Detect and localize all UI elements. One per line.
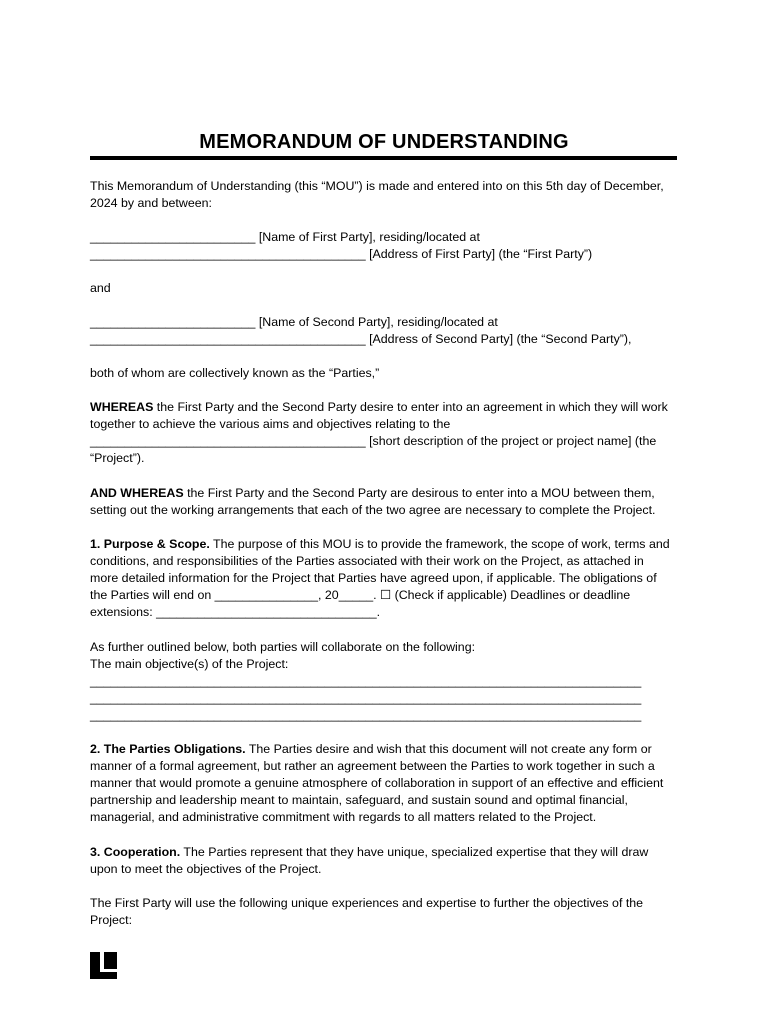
whereas-line: together to achieve the various aims and objectives relating to the [90,417,451,431]
title-divider [90,156,677,160]
section-heading: 1. Purpose & Scope. [90,537,210,551]
second-party-block [90,314,680,348]
intro-paragraph [90,178,680,212]
section-text: The Parties desire and wish that this document will not create any form or [245,742,652,756]
expertise-line: Project: [90,913,133,927]
objective-blank-line: ________________________________________________________________________________ [90,674,642,688]
whereas-line: “Project”). [90,451,145,465]
and-whereas-lead: AND WHEREAS [90,486,184,500]
and-whereas-line [90,485,680,502]
section-line: manner of a formal agreement, but rather an agreement between the Parties to work together in such a [90,759,655,773]
document-logo-icon [90,952,117,979]
section-line: manner that would promote a genuine atmosphere of collaboration in support of an effective and efficient [90,776,664,790]
whereas-paragraph [90,399,680,467]
collab-line: The main objective(s) of the Project: [90,657,289,671]
section-line: partnership and leadership meant to maintain, safeguard, and sustain sound and optimal financial, [90,793,628,807]
objective-blank-line: ________________________________________________________________________________ [90,691,642,705]
section-cooperation [90,844,680,878]
intro-line: 2024 by and between: [90,196,212,210]
second-party-address-line: ________________________________________ [Address of Second Party] (the “Second Party”), [90,332,632,346]
first-party-block [90,229,680,263]
and-whereas-line: setting out the working arrangements that each of the two agree are necessary to complete the Project. [90,503,656,517]
first-party-address-line: ________________________________________ [Address of First Party] (the “First Party”) [90,247,593,261]
document-title: MEMORANDUM OF UNDERSTANDING [199,131,569,153]
intro-line: This Memorandum of Understanding (this “MOU”) is made and entered into on this 5th day of December, [90,179,664,193]
whereas-line: ________________________________________ [short description of the project or project name] (the [90,434,657,448]
section-text: The purpose of this MOU is to provide the framework, the scope of work, terms and [209,537,670,551]
section-text: The Parties represent that they have unique, specialized expertise that they will draw [180,845,649,859]
and-label [90,280,680,297]
section-heading: 2. The Parties Obligations. [90,742,246,756]
section-line [90,741,680,758]
section-line: the Parties will end on _______________, 20_____. ☐ (Check if applicable) Deadlines or deadline [90,588,631,602]
expertise-line: The First Party will use the following unique experiences and expertise to further the objectives of the [90,896,644,910]
section-parties-obligations [90,741,680,826]
section-heading: 3. Cooperation. [90,845,181,859]
second-party-name-line: ________________________ [Name of Second Party], residing/located at [90,315,498,329]
collaboration-paragraph [90,639,680,724]
collective-text: both of whom are collectively known as the “Parties,” [90,366,380,380]
and-text: and [90,281,111,295]
section-line: conditions, and responsibilities of the Parties associated with their work on the Project, as attached in [90,554,644,568]
and-whereas-paragraph [90,485,680,519]
section-line: upon to meet the objectives of the Project. [90,862,322,876]
first-party-name-line: ________________________ [Name of First Party], residing/located at [90,230,480,244]
first-party-expertise-paragraph [90,895,680,929]
logo-graphic [90,952,117,979]
section-line [90,844,680,861]
whereas-lead: WHEREAS [90,400,154,414]
collective-paragraph [90,365,680,382]
section-line: extensions: ________________________________. [90,605,381,619]
section-purpose-scope [90,536,680,621]
section-line [90,536,680,553]
collab-line: As further outlined below, both parties will collaborate on the following: [90,640,476,654]
objective-blank-line: ________________________________________________________________________________ [90,708,642,722]
section-line: managerial, and administrative commitment with regards to all matters related to the Project. [90,810,597,824]
section-line: more detailed information for the Project that Parties have agreed upon, if applicable. The obligations of [90,571,657,585]
whereas-line [90,399,680,416]
and-whereas-text: the First Party and the Second Party are desirous to enter into a MOU between them, [183,486,655,500]
whereas-text: the First Party and the Second Party desire to enter into an agreement in which they will work [153,400,668,414]
